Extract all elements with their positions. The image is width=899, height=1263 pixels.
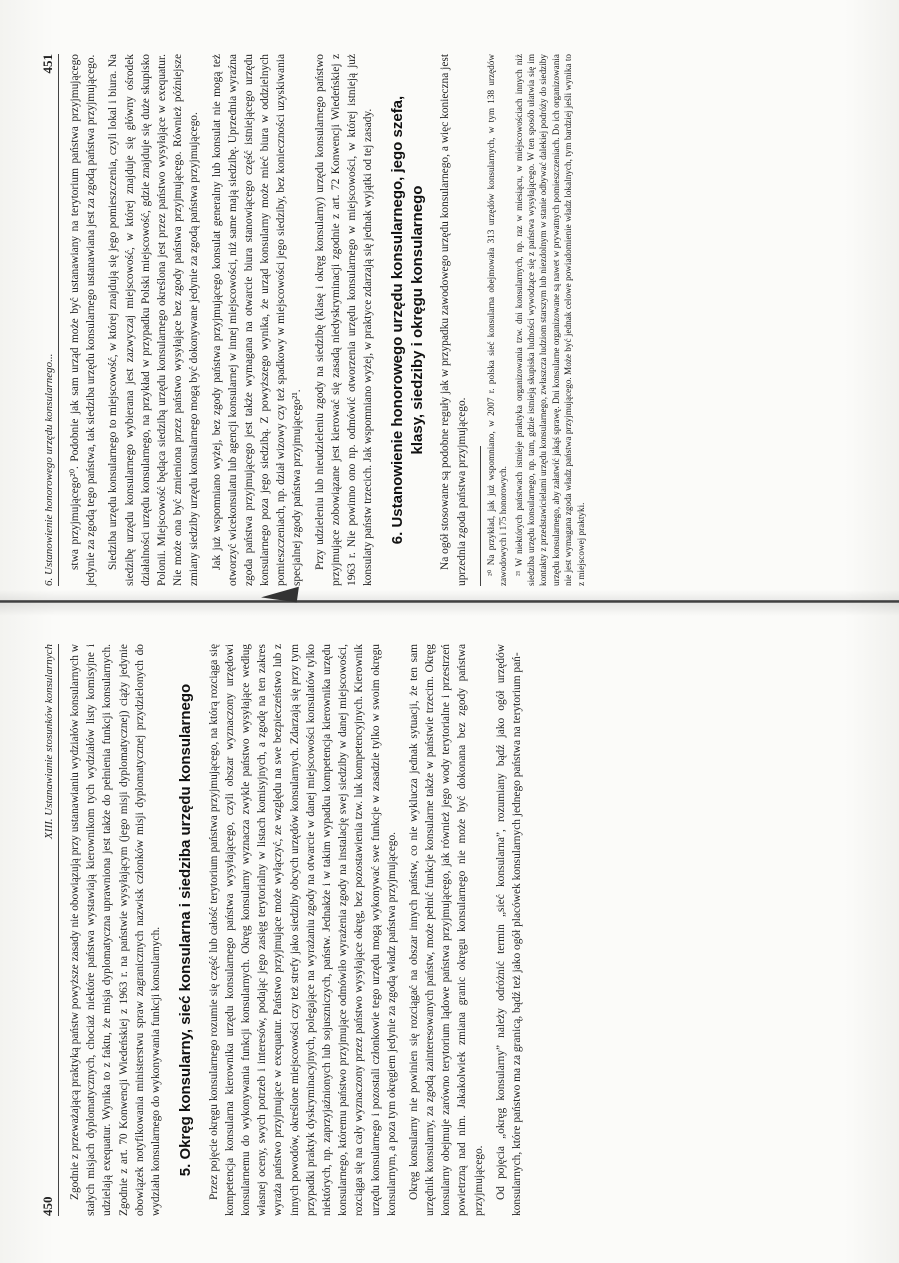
body-paragraph: Od pojęcia „okręg konsularny” należy odróżnić termin „sieć konsularna”, rozumiany bądź jako ogół urzędów konsularnych, które państwo ma za granicą, bądź też jako ogół placówek konsularnych jednego państwa na terytorium pań-	[494, 644, 523, 1216]
page-number: 451	[40, 54, 55, 74]
body-paragraph: Jak już wspomniano wyżej, bez zgody państwa przyjmującego konsulat generalny lub konsulat nie mogą też otworzyć wicekonsulatu lub agencji konsularnej w innej miejscowości, niż same mają siedzibę. Uprzednia wyraźna zgoda państwa przyjmującego jest także wymagana na otwarcie biura stanowiącego część istniejącego urzędu konsularnego poza jego siedzibą. Z powyższego wynika, że urząd konsularny może mieć biura w oddzielnych pomieszczeniach, np. dział wizowy czy też spadkowy w miejscowości jego siedziby, bez konieczności uzyskiwania specjalnej zgody państwa przyjmującego²¹.	[210, 54, 304, 586]
running-header-title: 6. Ustanowienie honorowego urzędu konsularnego...	[43, 353, 55, 586]
book-spine-shadow	[0, 590, 899, 616]
body-paragraph: Na ogół stosowane są podobne reguły jak w przypadku zawodowego urzędu konsularnego, a więc konieczna jest uprzednia zgoda państwa przyjmującego.	[439, 54, 468, 586]
running-header	[40, 54, 59, 586]
footnote-divider	[480, 446, 481, 586]
section-heading: 5. Okręg konsularny, sieć konsularna i siedziba urzędu konsularnego	[177, 683, 195, 1177]
running-header-title: XIII. Ustanawianie stosunków konsularnych	[43, 644, 55, 839]
body-paragraph: Przy udzieleniu lub nieudzieleniu zgody na siedzibę (klasę i okręg konsularny) urzędu konsularnego państwo przyjmujące zobowiązane jest kierować się zasadą niedyskryminacji zgodnie z art. 72 Konwencji Wiedeńskiej z 1963 r. Nie powinno ono np. odmówić otworzenia urzędu konsularnego w miejscowości, w której istnieją już konsulaty państw trzecich. Jak wspomniano wyżej, w praktyce zdarzają się jednak wyjątki od tej zasady.	[313, 54, 375, 586]
footnote: ²¹ W niektórych państwach istnieje praktyka organizowania tzw. dni konsularnych, np. raz w miesiącu, w miejscowościach innych niż siedziba urzędu konsularnego, np. tam, gdzie istnieją skupiska ludności wywodzące się z państwa wysyłającego. W ten sposób ułatwia się im kontakty z przedstawicielami urzędu konsularnego, zwłaszcza ludziom starszym lub niezdolnym w stanie odbywać dalekiej podróży do siedziby urzędu konsularnego, aby załatwić jakąś sprawę. Dni konsularne organizowane są nawet w prywatnych pomieszczeniach. Do ich organizowania nie jest wymagana zgoda władz państwa przyjmującego. Może być jednak celowe powiadomienie władz lokalnych, tym bardziej jeśli wynika to z miejscowej praktyki.	[513, 54, 586, 586]
footnote: ²⁰ Na przykład, jak już wspomniano, w 2007 r. polska sieć konsularna obejmowała 313 urzędów konsularnych, w tym 138 urzędów zawodowych i 175 honorowych.	[485, 54, 509, 586]
body-paragraph: Przez pojęcie okręgu konsularnego rozumie się część lub całość terytorium państwa przyjmującego, na którą rozciąga się kompetencja konsularna kierownika urzędu konsularnego państwa wysyłającego, czyli obszar wyznaczony urzędowi konsularnemu do wykonywania funkcji konsularnych. Okręg konsularny wyznacza zwykle państwo wysyłające według własnej oceny, swych potrzeb i interesów, podając jego zasięg terytorialny w listach komisyjnych, a zgodę na ten zakres wyraża państwo przyjmujące w exequatur. Państwo przyjmujące może wyłączyć, ze względu na swe bezpieczeństwo lub z innych powodów, określone miejscowości czy też strefy jako siedziby obcych urzędów konsularnych. Zdarzają się przy tym przypadki praktyk dyskryminacyjnych, polegające na wyrażaniu zgody na otwarcie w danej miejscowości konsulatów tylko niektórych, np. zaprzyjaźnionych lub sojuszniczych, państw. Jednakże i w takim wypadku kompetencja kierownika urzędu konsularnego, któremu państwo przyjmujące odmówiło wyrażenia zgody na instalację swej siedziby w danej miejscowości, rozciąga się na cały wyznaczony przez państwo wysyłające okręg, bez pozostawienia tzw. luk kompetencyjnych. Kierownik urzędu konsularnego i pozostali członkowie tego urzędu mogą wykonywać swe funkcje w zasadzie tylko w swoim okręgu konsularnym, a poza tym okręgiem jedynie za zgodą władz państwa przyjmującego.	[207, 644, 398, 1216]
running-header	[40, 644, 59, 1216]
page-number: 450	[40, 1196, 55, 1216]
body-paragraph: Okręg konsularny nie powinien się rozciągać na obszar innych państw, co nie wyklucza jednak sytuacji, że ten sam urzędnik konsularny, za zgodą zainteresowanych państw, może pełnić funkcje konsularne także w państwie trzecim. Okręg konsularny obejmuje zarówno terytorium lądowe państwa przyjmującego, jak również jego wody terytorialne i przestrzeń powietrzną nad nim. Jakakolwiek zmiana granic okręgu konsularnego nie może być dokonana bez zgody państwa przyjmującego.	[407, 644, 485, 1216]
body-paragraph: stwa przyjmującego²⁰. Podobnie jak sam urząd może być ustanawiany na terytorium państwa przyjmującego jedynie za zgodą tego państwa, tak siedziba urzędu konsularnego ustanawiana jest za zgodą państwa przyjmującego.	[69, 54, 98, 586]
page-450	[40, 640, 870, 1220]
body-paragraph: Zgodnie z przeważającą praktyką państw powyższe zasady nie obowiązują przy ustanawianiu wydziałów konsularnych w stałych misjach dyplomatycznych, chociaż niektóre państwa wystawiają kierownikom tych wydziałów listy komisyjne i udzielają exequatur. Wynika to z faktu, że misja dyplomatyczna uprawniona jest także do pełnienia funkcji konsularnych. Zgodnie z art. 70 Konwencji Wiedeńskiej z 1963 r. na państwie wysyłającym (jego misji dyplomatycznej) ciąży jedynie obowiązek notyfikowania ministerstwu spraw zagranicznych nazwisk członków misji dyplomatycznej przydzielonych do wydziału konsularnego do wykonywania funkcji konsularnych.	[69, 644, 162, 1216]
body-paragraph: Siedziba urzędu konsularnego to miejscowość, w której znajdują się jego pomieszczenia, czyli lokal i biura. Na siedzibę urzędu konsularnego wybierana jest zazwyczaj miejscowość, w której znajduje się główny ośrodek działalności urzędu konsularnego, na przykład w przypadku Polski miejscowość, gdzie znajduje się duże skupisko Polonii. Miejscowość będąca siedzibą urzędu konsularnego określona jest przez państwo wysyłające w exequatur. Nie może ona być zmieniona przez państwo wysyłające bez zgody państwa przyjmującego. Również późniejsze zmiany siedziby urzędu konsularnego mogą być dokonywane jedynie za zgodą państwa przyjmującego.	[107, 54, 201, 586]
page-451	[40, 50, 870, 590]
section-heading: 6. Ustanowienie honorowego urzędu konsularnego, jego szefa, klasy, siedziby i okręgu konsularnego	[389, 95, 426, 545]
book-spine	[0, 600, 899, 603]
